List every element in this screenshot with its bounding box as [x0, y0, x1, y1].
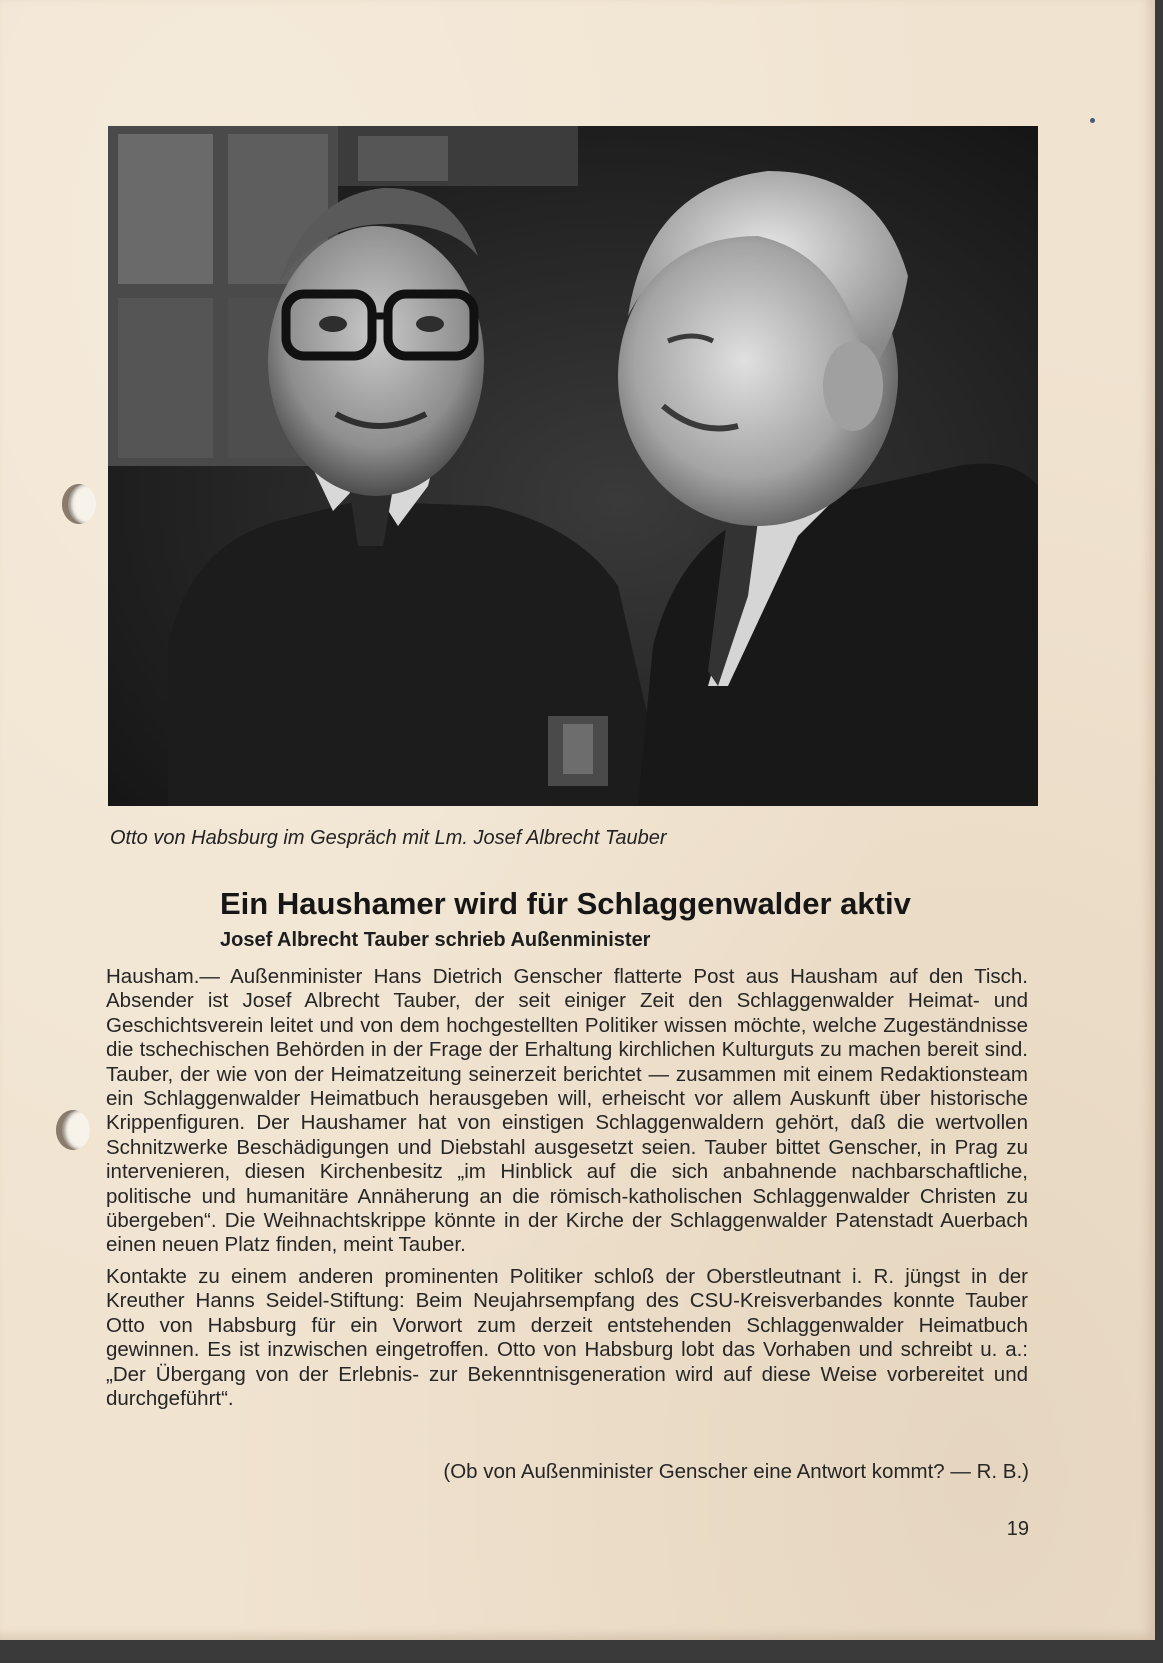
punch-hole-bottom: [56, 1110, 90, 1150]
page-number: 19: [1006, 1518, 1029, 1540]
article-subheadline: Josef Albrecht Tauber schrieb Außenminister: [220, 929, 651, 951]
article-headline: Ein Haushamer wird für Schlaggenwalder aktiv: [220, 886, 911, 921]
punch-hole-top: [62, 484, 96, 524]
article-closing-note: (Ob von Außenminister Genscher eine Antwort kommt? — R. B.): [443, 1460, 1029, 1483]
article-paragraph-1: Hausham.— Außenminister Hans Dietrich Genscher flatterte Post aus Hausham auf den Tisch. Absender ist Josef Albrecht Tauber, der seit einiger Zeit den Schlaggenwalder Heimat- und Geschichtsverein leitet und von dem hochgestellten Politiker wissen möchte, welche Zugeständnisse die tschechischen Behörden in der Frage der Erhaltung kirchlichen Kulturguts zu machen bereit sind. Tauber, der wie von der Heimatzeitung seinerzeit berichtet — zusammen mit einem Redaktionsteam ein Schlaggenwalder Heimatbuch herausgeben will, erheischt vor allem Auskunft über historische Krippenfiguren. Der Haushamer hat von einstigen Schlaggenwaldern gehört, daß die wertvollen Schnitzwerke Beschädigungen und Diebstahl ausgesetzt seien. Tauber bittet Genscher, in Prag zu intervenieren, diesen Kirchenbesitz „im Hinblick auf die sich anbahnende nachbarschaftliche, politische und humanitäre Annäherung an die römisch-katholischen Schlaggenwalder Christen zu übergeben“. Die Weihnachtskrippe könnte in der Kirche der Schlaggenwalder Patenstadt Auerbach einen neuen Platz finden, meint Tauber.: [106, 965, 1028, 1257]
photo-caption: Otto von Habsburg im Gespräch mit Lm. Josef Albrecht Tauber: [110, 827, 667, 849]
photo-illustration: [108, 126, 1038, 806]
ink-speck: [1090, 118, 1095, 123]
photograph: [108, 126, 1038, 806]
article-body: [106, 965, 1028, 1418]
article-paragraph-2: Kontakte zu einem anderen prominenten Politiker schloß der Oberstleutnant i. R. jüngst in der Kreuther Hanns Seidel-Stiftung: Beim Neujahrsempfang des CSU-Kreisverbandes konnte Tauber Otto von Habsburg für ein Vorwort zum derzeit entstehenden Schlaggenwalder Heimatbuch gewinnen. Es ist inzwischen eingetroffen. Otto von Habsburg lobt das Vorhaben und schreibt u. a.: „Der Übergang von der Erlebnis- zur Bekenntnisgeneration wird auf diese Weise vorbereitet und durchgeführt“.: [106, 1264, 1028, 1410]
